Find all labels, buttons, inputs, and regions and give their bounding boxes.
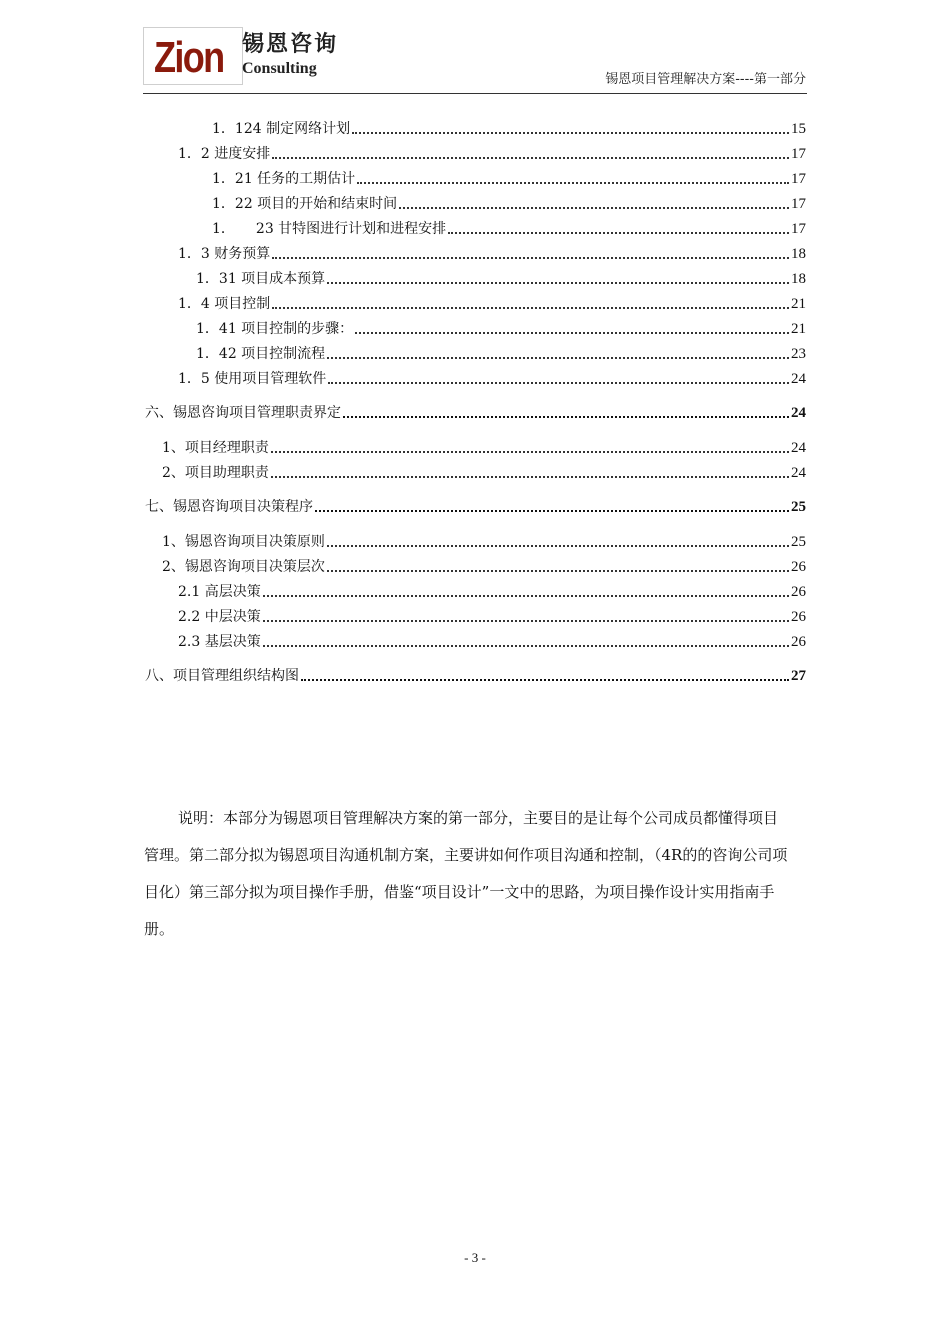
toc-chapter-entry[interactable] (145, 494, 806, 516)
toc-entry[interactable] (162, 529, 806, 551)
logo-text: Zion (154, 33, 224, 82)
toc-leader-dots (327, 357, 789, 359)
toc-leader-dots (263, 645, 789, 647)
toc-entry-label: 1． 23 甘特图进行计划和进程安排 (212, 221, 447, 237)
toc-entry-page: 18 (791, 271, 806, 287)
toc-entry[interactable] (212, 166, 806, 188)
toc-entry[interactable] (178, 579, 806, 601)
toc-entry[interactable] (178, 241, 806, 263)
logo-chinese-name: 锡恩咨询 (242, 32, 339, 57)
toc-entry[interactable] (178, 366, 806, 388)
header-divider (143, 93, 807, 94)
toc-leader-dots (272, 157, 789, 159)
toc-entry-page: 26 (791, 559, 806, 575)
toc-entry[interactable] (212, 216, 806, 238)
note-text: 说明：本部分为锡恩项目管理解决方案的第一部分，主要目的是让每个公司成员都懂得项目管理。第二部分拟为锡恩项目沟通机制方案，主要讲如何作项目沟通和控制，（4R的的咨询公司项目化）第三部分拟为项目操作手册，借鉴“项目设计”一文中的思路，为项目操作设计实用指南手册。 (144, 809, 788, 938)
toc-leader-dots (272, 257, 789, 259)
toc-entry-label: 2.1 高层决策 (178, 584, 261, 600)
toc-entry-page: 18 (791, 246, 806, 262)
toc-entry[interactable] (196, 316, 806, 338)
toc-entry-page: 17 (791, 171, 806, 187)
toc-entry-label: 2、项目助理职责 (162, 465, 269, 481)
toc-leader-dots (263, 620, 789, 622)
toc-entry-label: 1．124 制定网络计划 (212, 121, 351, 137)
toc-entry-label: 1．3 财务预算 (178, 246, 271, 262)
toc-leader-dots (272, 307, 789, 309)
toc-leader-dots (355, 332, 789, 334)
toc-entry-page: 15 (791, 121, 806, 137)
toc-entry-label: 七、锡恩咨询项目决策程序 (145, 499, 313, 515)
toc-entry-label: 1．5 使用项目管理软件 (178, 371, 327, 387)
toc-entry-page: 17 (791, 146, 806, 162)
page-number: - 3 - (464, 1250, 486, 1265)
logo-mark (143, 27, 243, 85)
toc-entry-label: 2、锡恩咨询项目决策层次 (162, 559, 325, 575)
toc-leader-dots (448, 232, 789, 234)
toc-entry-page: 25 (791, 534, 806, 550)
toc-leader-dots (343, 416, 789, 418)
logo-english-name: Consulting (242, 60, 317, 77)
toc-entry[interactable] (178, 604, 806, 626)
toc-entry-page: 23 (791, 346, 806, 362)
toc-chapter-entry[interactable] (145, 400, 806, 422)
toc-leader-dots (327, 282, 789, 284)
toc-leader-dots (271, 476, 789, 478)
toc-leader-dots (327, 545, 789, 547)
toc-entry-page: 21 (791, 296, 806, 312)
toc-entry[interactable] (212, 116, 806, 138)
toc-entry-label: 1．21 任务的工期估计 (212, 171, 356, 187)
toc-entry-label: 1、锡恩咨询项目决策原则 (162, 534, 325, 550)
toc-leader-dots (263, 595, 789, 597)
toc-chapter-entry[interactable] (145, 663, 806, 685)
toc-entry-label: 2.3 基层决策 (178, 634, 261, 650)
toc-entry-label: 1．41 项目控制的步骤： (196, 321, 354, 337)
toc-entry-page: 26 (791, 634, 806, 650)
toc-entry-page: 24 (791, 440, 806, 456)
toc-leader-dots (315, 510, 789, 512)
toc-entry[interactable] (178, 141, 806, 163)
toc-leader-dots (328, 382, 789, 384)
toc-leader-dots (357, 182, 789, 184)
toc-entry-page: 24 (791, 371, 806, 387)
explanatory-note (144, 800, 792, 948)
toc-entry[interactable] (212, 191, 806, 213)
toc-entry[interactable] (162, 460, 806, 482)
toc-entry[interactable] (178, 291, 806, 313)
toc-entry-label: 1．2 进度安排 (178, 146, 271, 162)
toc-entry-page: 26 (791, 584, 806, 600)
toc-entry-page: 21 (791, 321, 806, 337)
toc-entry[interactable] (162, 435, 806, 457)
toc-entry-page: 25 (791, 499, 806, 515)
toc-entry-page: 17 (791, 196, 806, 212)
toc-entry-page: 17 (791, 221, 806, 237)
toc-leader-dots (399, 207, 789, 209)
header-title: 锡恩项目管理解决方案----第一部分 (605, 72, 806, 87)
toc-entry-page: 24 (791, 405, 806, 421)
toc-entry-page: 27 (791, 668, 806, 684)
toc-leader-dots (327, 570, 789, 572)
toc-entry[interactable] (162, 554, 806, 576)
toc-entry-label: 1．4 项目控制 (178, 296, 271, 312)
toc-entry[interactable] (196, 266, 806, 288)
toc-leader-dots (352, 132, 789, 134)
toc-entry-label: 六、锡恩咨询项目管理职责界定 (145, 405, 341, 421)
toc-entry-label: 2.2 中层决策 (178, 609, 261, 625)
toc-entry-page: 24 (791, 465, 806, 481)
toc-entry[interactable] (178, 629, 806, 651)
toc-leader-dots (301, 679, 789, 681)
toc-entry-page: 26 (791, 609, 806, 625)
toc-entry-label: 1、项目经理职责 (162, 440, 269, 456)
toc-entry[interactable] (196, 341, 806, 363)
toc-entry-label: 1．42 项目控制流程 (196, 346, 326, 362)
toc-leader-dots (271, 451, 789, 453)
toc-entry-label: 1．22 项目的开始和结束时间 (212, 196, 398, 212)
toc-entry-label: 1．31 项目成本预算 (196, 271, 326, 287)
toc-entry-label: 八、项目管理组织结构图 (145, 668, 299, 684)
